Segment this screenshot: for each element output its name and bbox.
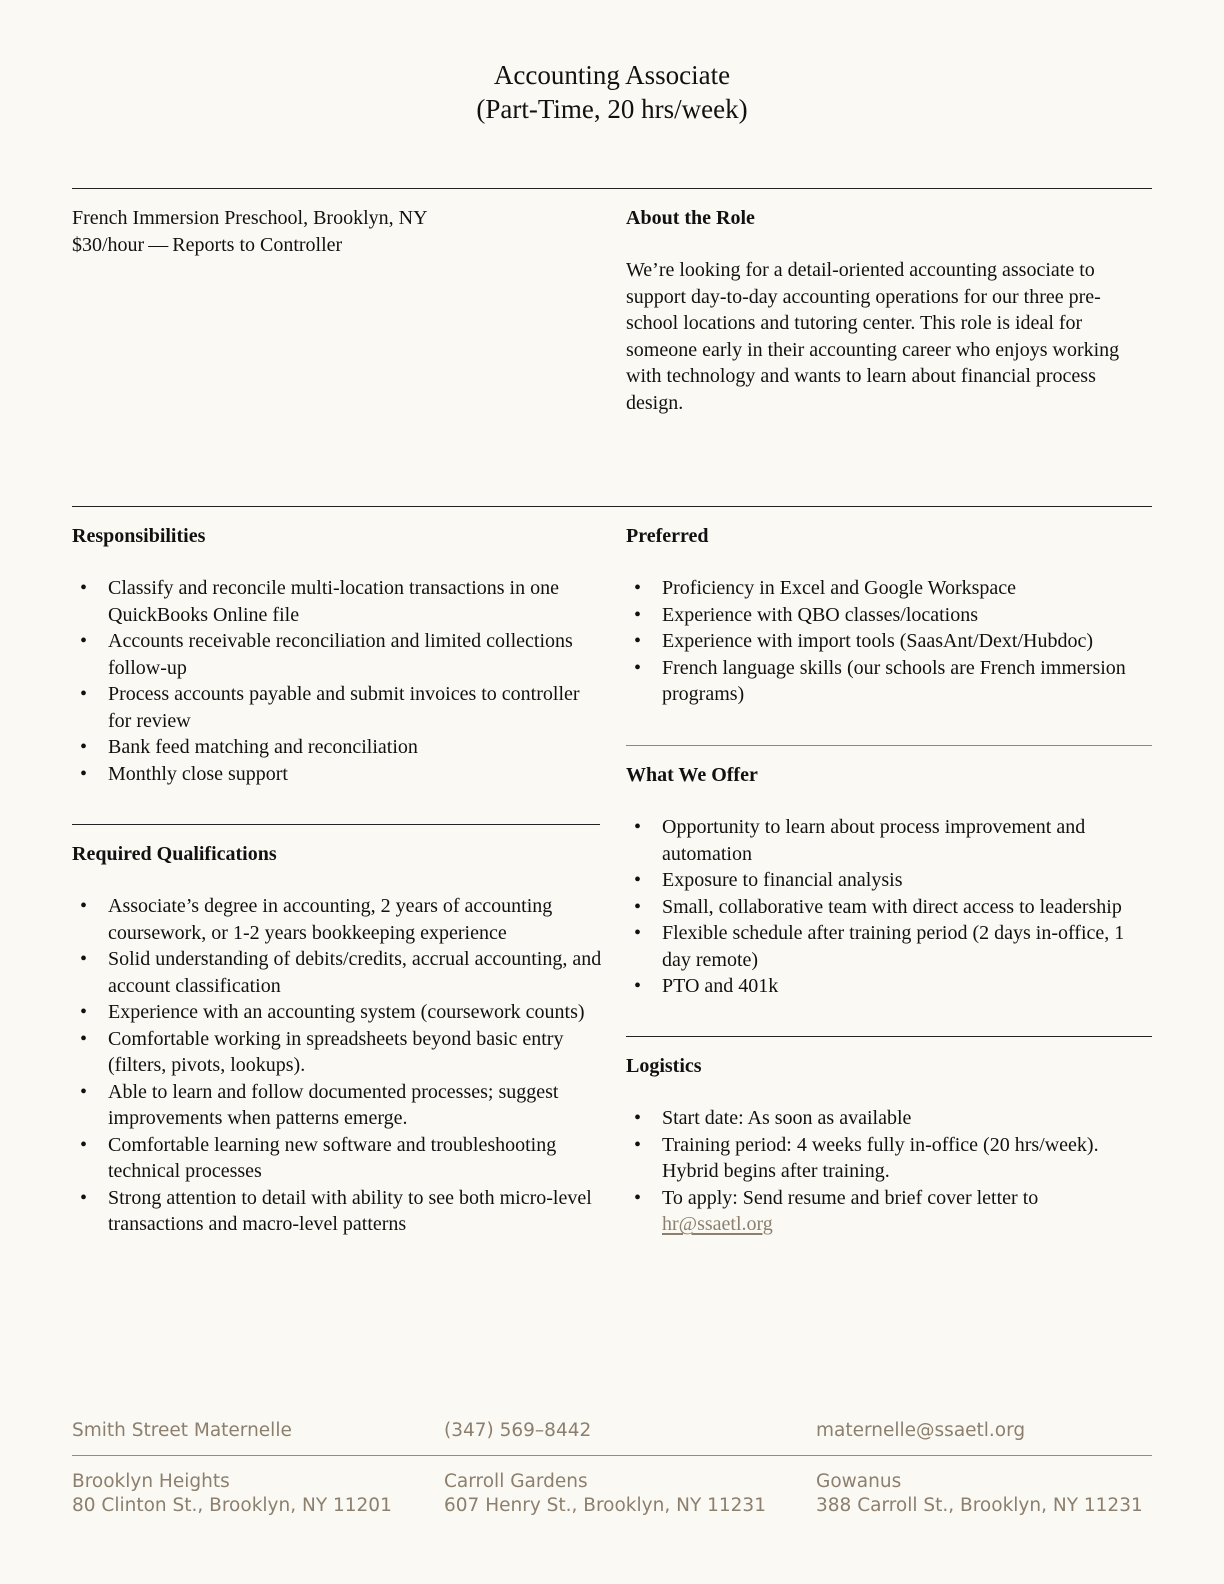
qualifications-list (72, 893, 602, 1238)
footer-phone[interactable]: (347) 569–8442 (444, 1420, 592, 1441)
list-item: • Experience with an accounting system (coursework counts) (108, 999, 602, 1026)
footer-school-name: Smith Street Maternelle (72, 1420, 292, 1441)
location-neighborhood: Carroll Gardens (444, 1471, 588, 1492)
list-item: • Strong attention to detail with ability to see both micro-level transactions and macro-level patterns (108, 1185, 602, 1238)
job-meta (72, 205, 602, 258)
page-title (0, 58, 1224, 126)
preferred-list (626, 575, 1156, 708)
list-item: • Bank feed matching and reconciliation (108, 734, 602, 761)
apply-email-link[interactable]: hr@ssaetl.org (662, 1213, 773, 1235)
footer-location-2 (444, 1470, 804, 1518)
list-item: • Training period: 4 weeks fully in-office (20 hrs/week). Hybrid begins after training. (662, 1132, 1156, 1185)
list-item: • Comfortable working in spreadsheets beyond basic entry (filters, pivots, lookups). (108, 1026, 602, 1079)
about-body: We’re looking for a detail-oriented accounting associate to support day-to-day accounting operations for our three pre-school locations and tutoring center. This role is ideal for someone early in their accounting career who enjoys working with technology and wants to learn about financial process design. (626, 259, 1120, 414)
location-address: 388 Carroll St., Brooklyn, NY 11231 (816, 1495, 1143, 1516)
list-item: • Solid understanding of debits/credits, accrual accounting, and account classification (108, 946, 602, 999)
list-item: • Opportunity to learn about process improvement and automation (662, 814, 1156, 867)
list-item: • Associate’s degree in accounting, 2 years of accounting coursework, or 1-2 years bookkeeping experience (108, 893, 602, 946)
logistics-list (626, 1105, 1156, 1238)
list-item: • Start date: As soon as available (662, 1105, 1156, 1132)
offer-section (626, 762, 1156, 1000)
responsibilities-section (72, 523, 602, 787)
about-heading: About the Role (626, 207, 755, 229)
logistics-heading: Logistics (626, 1055, 702, 1077)
title-line-1: Accounting Associate (493, 60, 731, 90)
divider-middle (72, 506, 1152, 507)
list-item: • Process accounts payable and submit invoices to controller for review (108, 681, 602, 734)
location-neighborhood: Brooklyn Heights (72, 1471, 230, 1492)
location-address: 607 Henry St., Brooklyn, NY 11231 (444, 1495, 766, 1516)
list-item: • Flexible schedule after training period (2 days in-office, 1 day remote) (662, 920, 1156, 973)
list-item: • Accounts receivable reconciliation and limited collections follow-up (108, 628, 602, 681)
about-section (626, 205, 1152, 416)
list-item: • French language skills (our schools are French immersion programs) (662, 655, 1156, 708)
location-address: 80 Clinton St., Brooklyn, NY 11201 (72, 1495, 392, 1516)
list-item: • Comfortable learning new software and troubleshooting technical processes (108, 1132, 602, 1185)
employer-line: French Immersion Preschool, Brooklyn, NY (72, 207, 428, 229)
list-item-apply (662, 1185, 1156, 1238)
list-item: • Small, collaborative team with direct access to leadership (662, 894, 1156, 921)
list-item: • Classify and reconcile multi-location transactions in one QuickBooks Online file (108, 575, 602, 628)
logistics-section (626, 1053, 1156, 1238)
footer-location-1 (72, 1470, 432, 1518)
responsibilities-list (72, 575, 602, 787)
responsibilities-heading: Responsibilities (72, 525, 206, 547)
list-item: • PTO and 401k (662, 973, 1156, 1000)
divider-top (72, 188, 1152, 189)
pay-line: $30/hour — Reports to Controller (72, 233, 343, 256)
offer-heading: What We Offer (626, 764, 758, 786)
apply-text: To apply: Send resume and brief cover letter to (662, 1186, 1039, 1209)
footer-email[interactable]: maternelle@ssaetl.org (816, 1420, 1026, 1441)
list-item: • Exposure to financial analysis (662, 867, 1156, 894)
footer-divider (72, 1455, 1152, 1456)
list-item: • Monthly close support (108, 761, 602, 788)
list-item: • Proficiency in Excel and Google Workspace (662, 575, 1156, 602)
preferred-heading: Preferred (626, 525, 709, 547)
offer-list (626, 814, 1156, 1000)
qualifications-heading: Required Qualifications (72, 843, 277, 865)
list-item: • Experience with QBO classes/locations (662, 602, 1156, 629)
title-line-2: (Part-Time, 20 hrs/week) (476, 94, 748, 124)
preferred-section (626, 523, 1156, 708)
footer-location-3 (816, 1470, 1176, 1518)
divider-right-2 (626, 1036, 1152, 1037)
divider-right-1 (626, 745, 1152, 746)
qualifications-section (72, 841, 602, 1238)
divider-left-lower (72, 824, 600, 825)
list-item: • Experience with import tools (SaasAnt/Dext/Hubdoc) (662, 628, 1156, 655)
location-neighborhood: Gowanus (816, 1471, 902, 1492)
list-item: • Able to learn and follow documented processes; suggest improvements when patterns emerge. (108, 1079, 602, 1132)
